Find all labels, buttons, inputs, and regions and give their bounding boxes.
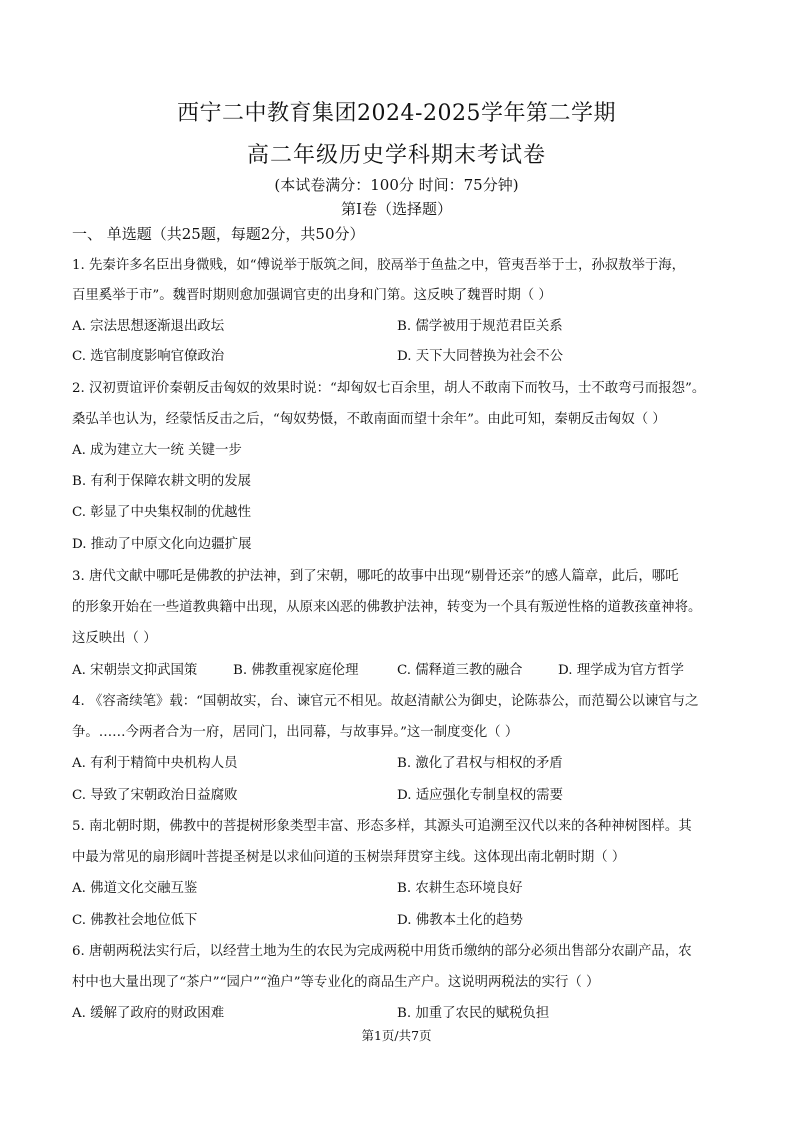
question-stem-line: 2. 汉初贾谊评价秦朝反击匈奴的效果时说：“却匈奴七百余里，胡人不敢南下而牧马，士不敢弯弓而报怨”。 (72, 381, 706, 396)
page-footer: 第1页/共7页 (361, 1028, 432, 1043)
question-stem-line: 1. 先秦许多名臣出身微贱，如“傅说举于版筑之间，胶鬲举于鱼盐之中，管夷吾举于士，孙叔敖举于海， (72, 258, 686, 273)
option-b[interactable]: B. 激化了君权与相权的矛盾 (397, 756, 563, 771)
option-c[interactable]: C. 彰显了中央集权制的优越性 (72, 505, 251, 520)
question-stem-line: 桑弘羊也认为，经蒙恬反击之后，“匈奴势慑，不敢南面而望十余年”。由此可知，秦朝反击匈奴（ ） (72, 412, 666, 427)
question-stem-line: 争。……今两者合为一府，居同门，出同幕，与故事异。”这一制度变化（ ） (72, 725, 519, 740)
option-a[interactable]: A. 缓解了政府的财政困难 (72, 1006, 225, 1021)
option-a[interactable]: A. 佛道文化交融互鉴 (72, 881, 198, 896)
option-c[interactable]: C. 儒释道三教的融合 (397, 663, 523, 678)
exam-title-line2: 高二年级历史学科期末考试卷 (246, 143, 546, 168)
option-b[interactable]: B. 佛教重视家庭伦理 (233, 663, 359, 678)
question-stem-line: 4. 《容斋续笔》载：“国朝故实，台、谏官元不相见。故赵清献公为御史，论陈恭公，而范蜀公以谏官与之 (72, 694, 699, 709)
option-b[interactable]: B. 儒学被用于规范君臣关系 (397, 319, 563, 334)
part-heading: 一、 单选题（共25题，每题2分，共50分） (72, 225, 365, 243)
question-stem-line: 的形象开始在一些道教典籍中出现，从原来凶恶的佛教护法神，转变为一个具有叛逆性格的道教孩童神将。 (72, 600, 702, 615)
option-a[interactable]: A. 成为建立大一统 关键一步 (72, 443, 242, 458)
option-a[interactable]: A. 有利于精简中央机构人员 (72, 756, 238, 771)
question-stem-line: 5. 南北朝时期，佛教中的菩提树形象类型丰富、形态多样，其源头可追溯至汉代以来的各种神树图样。其 (72, 819, 692, 834)
option-d[interactable]: D. 佛教本土化的趋势 (397, 913, 523, 928)
option-c[interactable]: C. 导致了宋朝政治日益腐败 (72, 788, 238, 803)
question-stem-line: 村中也大量出现了“茶户”“园户”“渔户”等专业化的商品生产户。这说明两税法的实行（ ） (72, 975, 600, 990)
option-b[interactable]: B. 加重了农民的赋税负担 (397, 1006, 550, 1021)
option-d[interactable]: D. 适应强化专制皇权的需要 (397, 788, 564, 803)
question-stem-line: 中最为常见的扇形阔叶菩提圣树是以求仙问道的玉树崇拜贯穿主线。这体现出南北朝时期（ ） (72, 850, 626, 865)
option-c[interactable]: C. 佛教社会地位低下 (72, 913, 198, 928)
option-b[interactable]: B. 农耕生态环境良好 (397, 881, 523, 896)
option-c[interactable]: C. 选官制度影响官僚政治 (72, 349, 225, 364)
section-title: 第I卷（选择题） (341, 200, 452, 218)
exam-title-line1: 西宁二中教育集团2024-2025学年第二学期 (177, 101, 616, 126)
question-stem-line: 6. 唐朝两税法实行后，以经营土地为生的农民为完成两税中用货币缴纳的部分必须出售部分农副产品，农 (72, 944, 692, 959)
option-a[interactable]: A. 宗法思想逐渐退出政坛 (72, 319, 225, 334)
option-b[interactable]: B. 有利于保障农耕文明的发展 (72, 474, 252, 489)
option-d[interactable]: D. 推动了中原文化向边疆扩展 (72, 537, 252, 552)
exam-info: (本试卷满分：100分 时间：75分钟) (274, 176, 519, 194)
option-d[interactable]: D. 理学成为官方哲学 (558, 663, 684, 678)
question-stem-line: 这反映出（ ） (72, 631, 157, 646)
option-a[interactable]: A. 宋朝崇文抑武国策 (72, 663, 198, 678)
option-d[interactable]: D. 天下大同替换为社会不公 (397, 349, 564, 364)
question-stem-line: 百里奚举于市”。魏晋时期则愈加强调官吏的出身和门第。这反映了魏晋时期（ ） (72, 288, 552, 303)
question-stem-line: 3. 唐代文献中哪吒是佛教的护法神，到了宋朝，哪吒的故事中出现“剔骨还亲”的感人篇章，此后，哪吒 (72, 569, 679, 584)
